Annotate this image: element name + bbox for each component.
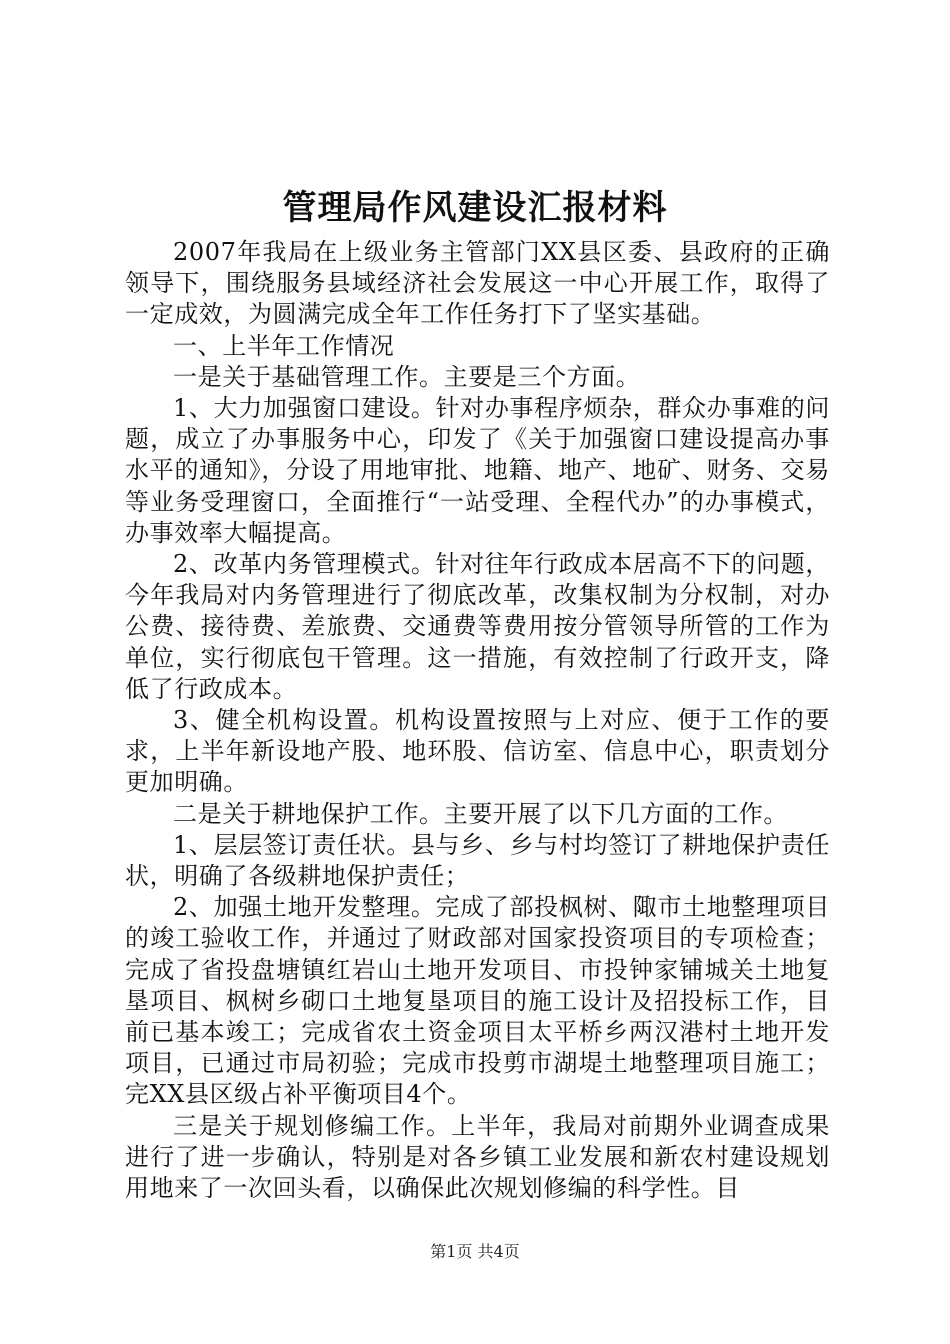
paragraph-land-development: 2、加强土地开发整理。完成了部投枫树、陬市土地整理项目的竣工验收工作，并通过了财政部对国家投资项目的专项检查；完成了省投盘塘镇红岩山土地开发项目、市投钟家铺城关土地复垦项目、枫树乡砌口土地复垦项目的施工设计及招投标工作，目前已基本竣工；完成省农土资金项目太平桥乡两汉港村土地开发项目，已通过市局初验；完成市投剪市湖堤土地整理项目施工；完XX县区级占补平衡项目4个。 (125, 893, 830, 1109)
paragraph-window-construction: 1、大力加强窗口建设。针对办事程序烦杂，群众办事难的问题，成立了办事服务中心，印发了《关于加强窗口建设提高办事水平的通知》，分设了用地审批、地籍、地产、地矿、财务、交易等业务受理窗口，全面推行“一站受理、全程代办”的办事模式，办事效率大幅提高。 (125, 394, 830, 547)
section-heading-first-half: 一、上半年工作情况 (173, 331, 395, 360)
paragraph-planning-revision: 三是关于规划修编工作。上半年，我局对前期外业调查成果进行了进一步确认，特别是对各乡镇工业发展和新农村建设规划用地来了一次回头看，以确保此次规划修编的科学性。目 (125, 1111, 830, 1203)
paragraph-basic-management: 一是关于基础管理工作。主要是三个方面。 (173, 362, 641, 391)
paragraph-intro: 2007年我局在上级业务主管部门XX县区委、县政府的正确领导下，围绕服务县域经济社会发展这一中心开展工作，取得了一定成效，为圆满完成全年工作任务打下了坚实基础。 (125, 238, 830, 329)
paragraph-internal-reform: 2、改革内务管理模式。针对往年行政成本居高不下的问题，今年我局对内务管理进行了彻底改革，改集权制为分权制，对办公费、接待费、差旅费、交通费等费用按分管领导所管的工作为单位，实行彻底包干管理。这一措施，有效控制了行政开支，降低了行政成本。 (125, 550, 830, 703)
document-title: 管理局作风建设汇报材料 (282, 188, 668, 228)
document-body (125, 237, 830, 1204)
paragraph-farmland-protection: 二是关于耕地保护工作。主要开展了以下几方面的工作。 (173, 799, 788, 828)
page-number-footer: 第1页 共4页 (430, 1242, 520, 1261)
paragraph-organization: 3、健全机构设置。机构设置按照与上对应、便于工作的要求，上半年新设地产股、地环股、信访室、信息中心，职责划分更加明确。 (125, 706, 830, 797)
paragraph-responsibility: 1、层层签订责任状。县与乡、乡与村均签订了耕地保护责任状，明确了各级耕地保护责任； (125, 830, 830, 891)
